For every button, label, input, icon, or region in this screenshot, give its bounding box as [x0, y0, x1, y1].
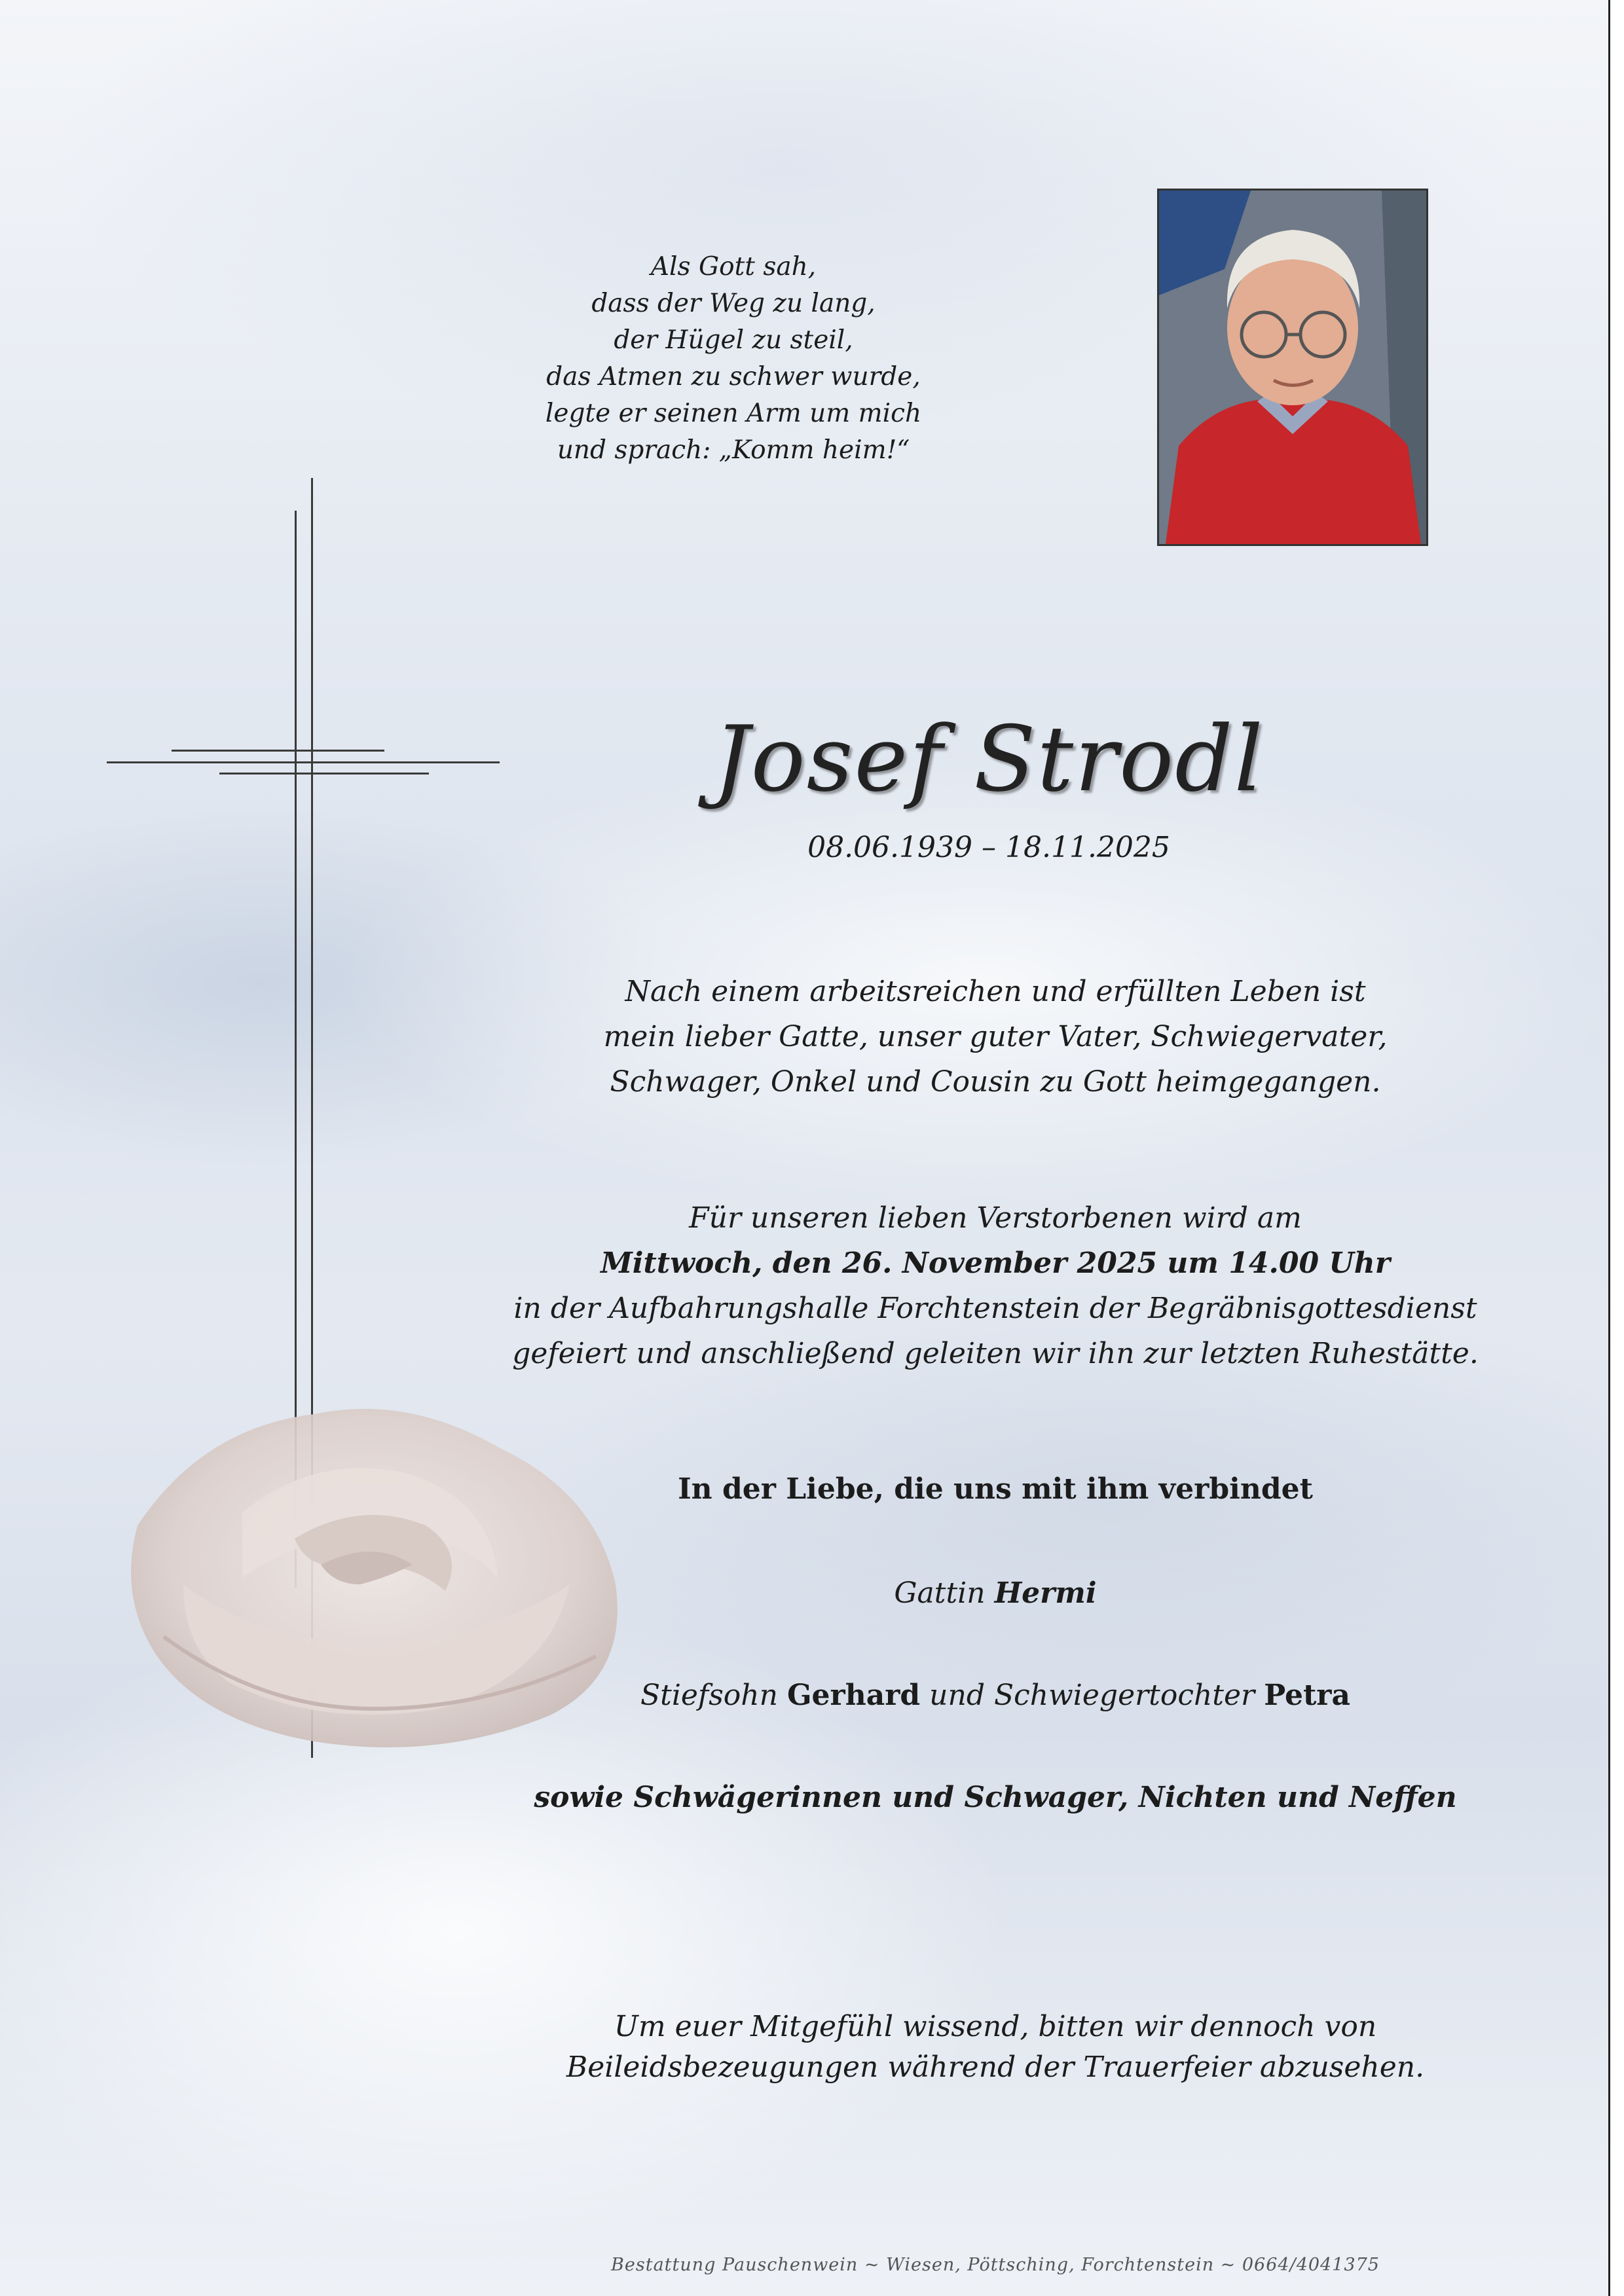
mourner-spouse — [419, 1574, 1572, 1613]
condolence-request — [419, 2007, 1572, 2088]
spouse-name: Hermi — [994, 1576, 1097, 1610]
life-dates: 08.06.1939 – 18.11.2025 — [807, 831, 1170, 864]
announcement-line: Nach einem arbeitsreichen und erfüllten Leben ist — [625, 975, 1366, 1008]
poem-line: dass der Weg zu lang, — [591, 289, 876, 318]
page-edge-line — [1608, 0, 1610, 2296]
spouse-role: Gattin — [894, 1576, 986, 1610]
stepson-role: Stiefsohn — [640, 1679, 778, 1712]
poem-line: der Hügel zu steil, — [614, 325, 853, 355]
daughter-in-law-name: Petra — [1264, 1679, 1350, 1712]
portrait-photo — [1157, 189, 1428, 546]
announcement-line: Schwager, Onkel und Cousin zu Gott heimgegangen. — [610, 1065, 1381, 1099]
stepson-name: Gerhard — [786, 1679, 921, 1712]
funeral-location: in der Aufbahrungshalle Forchtenstein der Begräbnisgottesdienst — [513, 1292, 1477, 1325]
announcement-line: mein lieber Gatte, unser guter Vater, Schwiegervater, — [603, 1020, 1388, 1053]
mourner-children — [419, 1676, 1572, 1715]
connector: und — [929, 1679, 986, 1712]
funeral-closing: gefeiert und anschließend geleiten wir ihn zur letzten Ruhestätte. — [512, 1337, 1479, 1370]
portrait-icon — [1159, 191, 1426, 544]
request-line: Um euer Mitgefühl wissend, bitten wir dennoch von — [614, 2010, 1377, 2043]
others-text: sowie Schwägerinnen und Schwager, Nichten und Neffen — [534, 1781, 1457, 1814]
funeral-datetime: Mittwoch, den 26. November 2025 um 14.00 Uhr — [600, 1247, 1390, 1280]
footer: Bestattung Pauschenwein ~ Wiesen, Pöttsching, Forchtenstein ~ 0664/4041375 — [611, 2255, 1380, 2275]
funeral-details — [419, 1195, 1572, 1376]
poem-line: Als Gott sah, — [650, 252, 817, 282]
poem — [537, 249, 930, 469]
mourner-others — [419, 1778, 1572, 1817]
daughter-in-law-role: Schwiegertochter — [994, 1679, 1255, 1712]
poem-line: und sprach: „Komm heim!“ — [557, 435, 910, 465]
deceased-name: Josef Strodl — [713, 706, 1264, 812]
request-line: Beileidsbezeugungen während der Trauerfeier abzusehen. — [566, 2050, 1425, 2084]
page-edge — [1608, 0, 1624, 2296]
announcement — [419, 969, 1572, 1104]
poem-line: legte er seinen Arm um mich — [545, 399, 922, 428]
mourners-heading — [419, 1470, 1572, 1509]
funeral-intro: Für unseren lieben Verstorbenen wird am — [689, 1201, 1302, 1235]
poem-line: das Atmen zu schwer wurde, — [546, 362, 921, 392]
mourners-heading-text: In der Liebe, die uns mit ihm verbindet — [678, 1472, 1313, 1506]
